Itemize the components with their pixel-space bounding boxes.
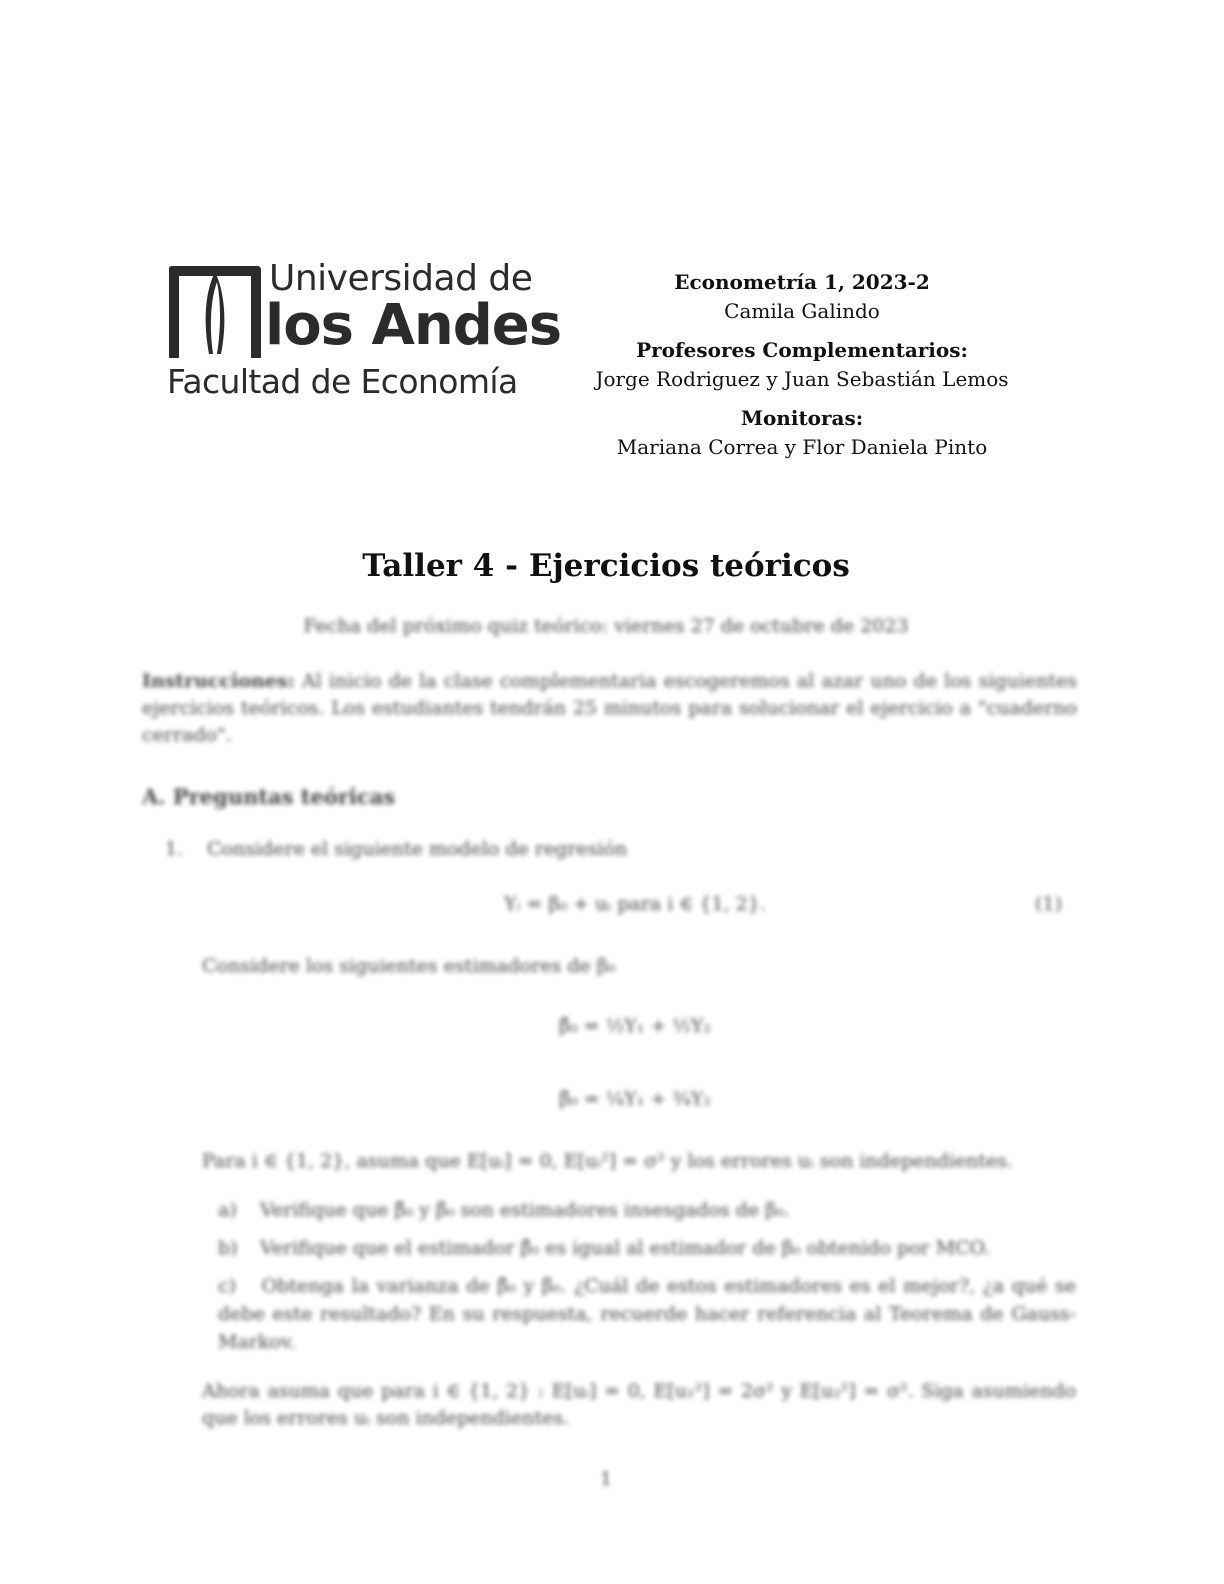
estimator-1: β̂₀ = ½Y₁ + ½Y₂: [559, 1015, 711, 1037]
logo-text-line1: Universidad de: [269, 258, 533, 299]
section-heading: A. Preguntas teóricas: [142, 784, 396, 809]
sub-item-c: [218, 1272, 1076, 1356]
logo-text-line2: los Andes: [265, 293, 562, 358]
course-title: Econometría 1, 2023-2: [674, 270, 930, 294]
university-logo: [165, 258, 562, 408]
sub-item-b-text: Verifique que el estimador β̂₀ es igual al estimador de β₀ obtenido por MCO.: [260, 1237, 991, 1259]
complementary-heading: Profesores Complementarios:: [636, 338, 968, 362]
monitors-heading: Monitoras:: [740, 406, 864, 430]
estimators-intro: Considere los siguientes estimadores de β₀: [202, 955, 616, 977]
page-number: 1: [599, 1468, 613, 1490]
university-emblem-icon: [165, 262, 265, 358]
item-number: 1.: [165, 838, 184, 860]
course-professor: Camila Galindo: [724, 299, 880, 323]
sub-item-c-text: Obtenga la varianza de β̂₀ y β̃₀. ¿Cuál de estos estimadores es el mejor?, ¿a qué se debe este resultado? En su respuesta, recuerde hacer referencia al Teorema de Gauss-Markov.: [218, 1275, 1076, 1353]
logo-text-line3: Facultad de Economía: [167, 362, 518, 401]
monitors-names: Mariana Correa y Flor Daniela Pinto: [616, 435, 988, 459]
sub-item-b-label: b): [218, 1237, 238, 1259]
document-title: Taller 4 - Ejercicios teóricos: [362, 548, 850, 584]
sub-item-c-label: c): [218, 1275, 237, 1297]
instructions-text: Al inicio de la clase complementaria escogeremos al azar uno de los siguientes ejercicios teóricos. Los estudiantes tendrán 25 minutos para solucionar el ejercicio a "cuaderno cerrado".: [142, 670, 1077, 746]
instructions-lead: Instrucciones:: [142, 670, 295, 692]
equation-number: (1): [1035, 893, 1062, 915]
sub-item-a-text: Verifique que β̂₀ y β̃₀ son estimadores insesgados de β₀.: [260, 1199, 790, 1221]
regression-equation: Yᵢ = β₀ + uᵢ para i ∈ {1, 2}.: [504, 893, 766, 915]
item-text: Considere el siguiente modelo de regresión: [207, 838, 628, 860]
sub-item-a: [218, 1196, 1076, 1224]
quiz-date: Fecha del próximo quiz teórico: viernes 27 de octubre de 2023: [303, 615, 909, 637]
estimator-2: β̃₀ = ¼Y₁ + ¾Y₂: [559, 1088, 711, 1110]
course-info: [560, 268, 1044, 462]
complementary-names: Jorge Rodriguez y Juan Sebastián Lemos: [595, 367, 1009, 391]
instructions: [142, 668, 1077, 749]
closing-paragraph: Ahora asuma que para i ∈ {1, 2} : E[uᵢ] = 0, E[u₁²] = 2σ² y E[u₂²] = σ². Siga asumiendo que los errores uᵢ son independientes.: [202, 1380, 1076, 1429]
assumptions: Para i ∈ {1, 2}, asuma que E[uᵢ] = 0, E[uᵢ²] = σ² y los errores uᵢ son independientes.: [202, 1150, 1014, 1172]
list-item: [165, 838, 627, 860]
sub-item-b: [218, 1234, 1076, 1262]
sub-item-a-label: a): [218, 1199, 237, 1221]
